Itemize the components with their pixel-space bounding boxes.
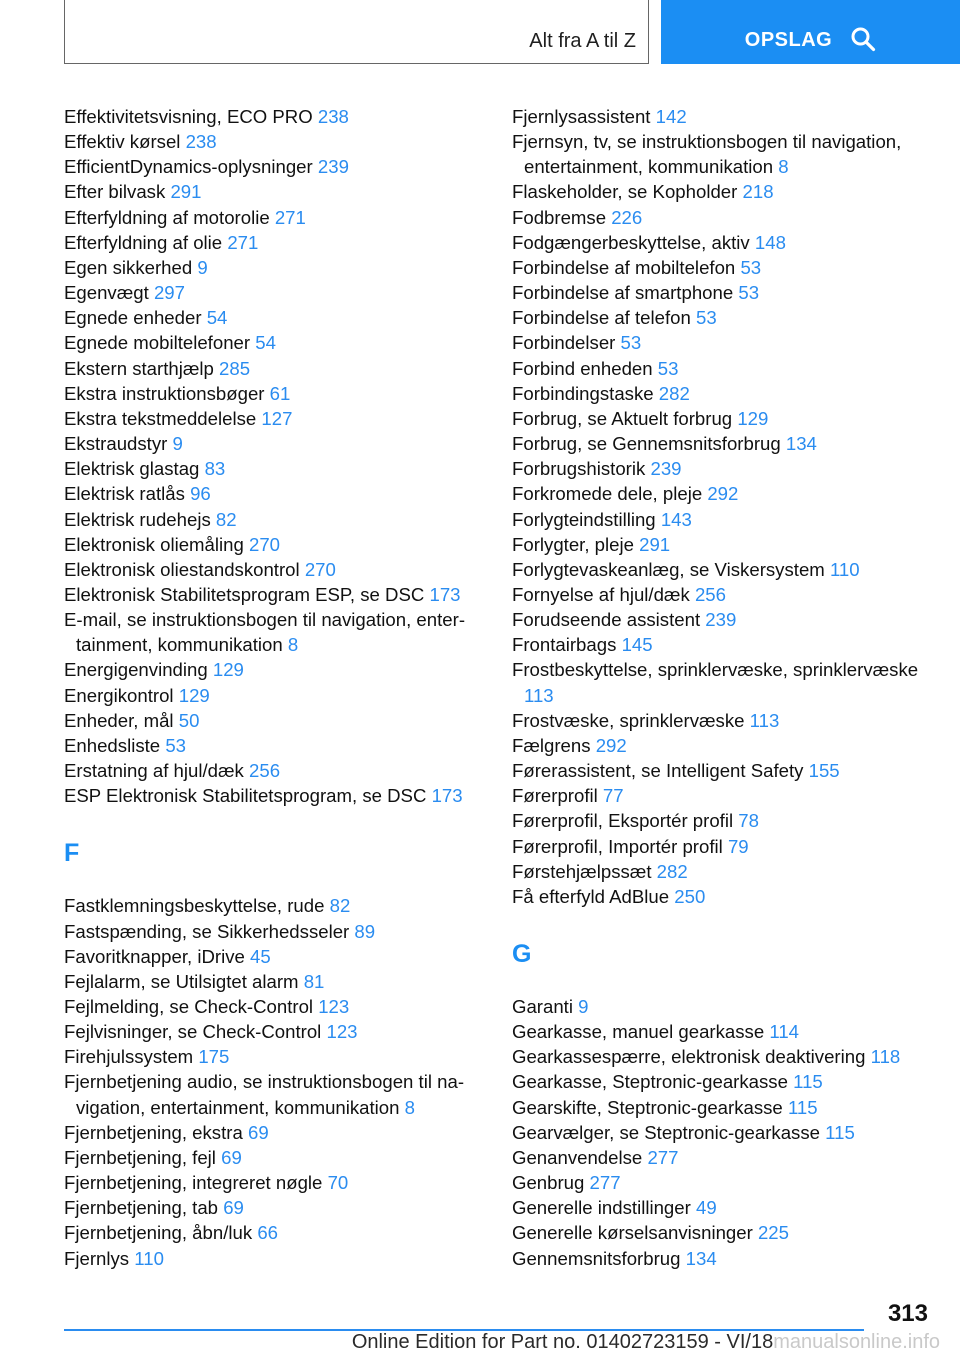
index-entry [512, 1145, 922, 1170]
watermark-text: manualsonline.info [773, 1331, 940, 1353]
index-entry [512, 532, 922, 557]
index-entry [512, 104, 922, 129]
index-entry [64, 1044, 478, 1069]
index-entry-text: Effektiv kørsel [64, 131, 181, 153]
index-entry [64, 104, 478, 129]
index-entry-text: E-mail, se instruktionsbogen til navigation, entertainment, kommunikation [64, 609, 466, 656]
index-entry-text: Energigenvinding [64, 659, 208, 681]
index-page-link[interactable]: 53 [165, 734, 186, 756]
index-entry-text: Forbind enheden [512, 357, 653, 379]
index-page-link[interactable]: 110 [829, 558, 860, 580]
index-entry [64, 557, 478, 582]
index-entry [512, 406, 922, 431]
index-entry-text: Generelle kørselsanvisninger [512, 1222, 753, 1244]
index-entry-text: Fjernbetjening, åbn/luk [64, 1222, 253, 1244]
index-page-link[interactable]: 53 [657, 357, 679, 379]
index-entry-text: Forbrug, se Gennemsnitsforbrug [512, 433, 781, 455]
index-entry [512, 884, 922, 909]
index-entry [64, 356, 478, 381]
index-entry [512, 632, 922, 657]
index-entry [512, 356, 922, 381]
index-page-link[interactable]: 69 [221, 1146, 242, 1168]
index-page-link[interactable]: 292 [595, 734, 627, 756]
index-page-link[interactable]: 89 [354, 920, 376, 942]
index-page-link[interactable]: 239 [317, 156, 349, 178]
index-entry [64, 406, 478, 431]
index-entry-text: Ekstra tekstmeddelelse [64, 407, 257, 429]
index-entry-text: Elektrisk glastag [64, 458, 200, 480]
index-page-link[interactable]: 218 [742, 181, 774, 203]
index-entry-text: Forkromede dele, pleje [512, 483, 703, 505]
index-page-link[interactable]: 8 [287, 634, 299, 656]
index-entry [512, 1246, 922, 1271]
index-entry-text: Forlygteindstilling [512, 508, 656, 530]
index-entry [64, 783, 478, 808]
index-entry-text: Frostbeskyttelse, sprinklervæske, sprinklervæske [512, 659, 919, 681]
index-page-link[interactable]: 118 [870, 1046, 901, 1068]
index-page-link[interactable]: 78 [738, 810, 759, 832]
index-entry [512, 582, 922, 607]
index-entry [64, 607, 478, 657]
index-entry [512, 381, 922, 406]
index-entry [512, 280, 922, 305]
index-page-link[interactable]: 271 [274, 206, 306, 228]
index-entry-text: Forbindelse af telefon [512, 307, 691, 329]
index-page-link[interactable]: 53 [696, 307, 717, 329]
index-entry [512, 230, 922, 255]
index-page-link[interactable]: 282 [656, 860, 688, 882]
section-letter-g: G [512, 940, 532, 968]
search-icon [850, 26, 876, 52]
index-entry [64, 1195, 478, 1220]
index-entry-text: Forbrugshistorik [512, 458, 646, 480]
index-list-right-bottom [512, 994, 922, 1271]
index-entry [64, 1019, 478, 1044]
index-page-link[interactable]: 70 [327, 1172, 349, 1194]
index-entry-text: Flaskeholder, se Kopholder [512, 181, 738, 203]
page-number: 313 [887, 1300, 928, 1327]
index-entry-text: Fjernlys [64, 1247, 130, 1269]
index-entry-text: Forlygter, pleje [512, 533, 634, 555]
index-entry [512, 1120, 922, 1145]
index-entry [512, 330, 922, 355]
index-entry-text: Elektronisk oliestandskontrol [64, 558, 300, 580]
index-page-link[interactable]: 66 [257, 1222, 278, 1244]
index-page-link[interactable]: 148 [754, 231, 786, 253]
index-list-left-bottom [64, 893, 478, 1270]
index-entry-text: Genbrug [512, 1172, 585, 1194]
index-entry [512, 994, 922, 1019]
index-entry-text: Fastklemningsbeskyttelse, rude [64, 895, 325, 917]
index-entry-text: Førerprofil, Importér profil [512, 835, 723, 857]
index-page-link[interactable]: 115 [787, 1096, 818, 1118]
index-page-link[interactable]: 155 [808, 760, 840, 782]
lookup-button-label: OPSLAG [744, 29, 833, 51]
index-page-link[interactable]: 297 [153, 282, 185, 304]
edition-text: Online Edition for Part no. 01402723159 - VI/18 [351, 1331, 774, 1353]
index-entry [64, 1220, 478, 1245]
index-page-link[interactable]: 50 [178, 709, 200, 731]
index-entry-text: Efterfyldning af motorolie [64, 206, 270, 228]
index-entry-text: Firehjulssystem [64, 1046, 194, 1068]
index-entry [64, 1170, 478, 1195]
index-column-left [64, 104, 478, 1271]
index-page-link[interactable]: 134 [685, 1247, 717, 1269]
index-entry [512, 481, 922, 506]
index-entry [64, 733, 478, 758]
index-page-link[interactable]: 129 [212, 659, 244, 681]
index-entry [512, 758, 922, 783]
index-entry [512, 1195, 922, 1220]
index-entry-text: Førerprofil, Eksportér profil [512, 810, 734, 832]
index-entry [64, 1246, 478, 1271]
index-entry [64, 758, 478, 783]
index-entry-text: Efter bilvask [64, 181, 166, 203]
index-page-link[interactable]: 77 [602, 785, 624, 807]
index-page-link[interactable]: 270 [304, 558, 336, 580]
index-page-link[interactable]: 123 [326, 1021, 358, 1043]
index-page-link[interactable]: 115 [793, 1071, 823, 1093]
index-entry [512, 733, 922, 758]
index-entry [512, 456, 922, 481]
index-entry-text: Fodgængerbeskyttelse, aktiv [512, 231, 750, 253]
index-page-link[interactable]: 49 [695, 1197, 717, 1219]
index-entry-text: Garanti [512, 996, 573, 1017]
index-page-link[interactable]: 69 [247, 1121, 269, 1143]
index-entry-text: Fornyelse af hjul/dæk [512, 583, 690, 605]
index-entry-text: EfficientDynamics-oplysninger [64, 156, 313, 178]
index-entry-text: Enheder, mål [64, 709, 174, 731]
index-entry-text: Fjernsyn, tv, se instruktionsbogen til navigation, entertainment, kommunikation [512, 131, 902, 178]
index-page-link[interactable]: 250 [674, 885, 706, 907]
index-entry [64, 944, 478, 969]
index-entry-text: ESP Elektronisk Stabilitetsprogram, se DSC [64, 785, 427, 807]
index-column-right [512, 104, 922, 1271]
index-entry [64, 969, 478, 994]
index-entry [64, 532, 478, 557]
index-page-link[interactable]: 291 [639, 533, 671, 555]
index-page-link[interactable]: 225 [757, 1222, 789, 1244]
index-entry-text: Energikontrol [64, 684, 174, 706]
index-page-link[interactable]: 277 [647, 1146, 679, 1168]
index-entry [64, 230, 478, 255]
index-entry [64, 481, 478, 506]
index-entry-text: Forudseende assistent [512, 609, 701, 631]
index-page-link[interactable]: 69 [223, 1197, 244, 1219]
index-entry-text: Efterfyldning af olie [64, 231, 223, 253]
index-entry-text: Egen sikkerhed [64, 256, 193, 278]
index-page-link[interactable]: 256 [694, 583, 726, 605]
index-page-link[interactable]: 82 [329, 895, 351, 917]
index-entry-text: Gearskifte, Steptronic-gearkasse [512, 1096, 783, 1118]
index-entry [512, 431, 922, 456]
index-page-link[interactable]: 143 [660, 508, 692, 530]
index-entry-text: Fejlalarm, se Utilsigtet alarm [64, 970, 299, 992]
index-entry [512, 607, 922, 632]
index-entry-text: Elektronisk Stabilitetsprogram ESP, se DSC [64, 583, 425, 605]
index-entry-text: Gearkasse, manuel gearkasse [512, 1021, 765, 1043]
index-entry [64, 657, 478, 682]
index-entry [64, 255, 478, 280]
index-page-link[interactable]: 54 [255, 332, 276, 354]
index-entry-text: Frostvæske, sprinklervæske [512, 709, 745, 731]
index-entry-text: Gennemsnitsforbrug [512, 1247, 681, 1269]
index-entry [512, 557, 922, 582]
index-entry [64, 683, 478, 708]
chapter-header [64, 0, 649, 64]
index-entry-text: Egenvægt [64, 282, 149, 304]
index-page-link[interactable]: 53 [620, 332, 642, 354]
index-entry [512, 859, 922, 884]
index-page-link[interactable]: 8 [778, 156, 789, 178]
index-entry [512, 808, 922, 833]
index-entry [64, 280, 478, 305]
index-page-link[interactable]: 53 [738, 282, 760, 304]
index-entry-text: Forbrug, se Aktuelt forbrug [512, 407, 733, 429]
index-entry [64, 381, 478, 406]
index-entry-text: Frontairbags [512, 634, 617, 656]
index-entry [64, 129, 478, 154]
index-page-link[interactable]: 9 [172, 433, 183, 455]
index-page-link[interactable]: 142 [655, 106, 687, 127]
index-entry [64, 179, 478, 204]
index-page-link[interactable]: 173 [431, 785, 463, 807]
index-page-link[interactable]: 123 [318, 996, 350, 1017]
index-entry [64, 456, 478, 481]
index-entry-text: Enhedsliste [64, 734, 161, 756]
index-entry [64, 1069, 478, 1119]
index-entry [512, 507, 922, 532]
index-page-link[interactable]: 82 [215, 508, 237, 530]
index-page-link[interactable]: 282 [658, 382, 690, 404]
index-page-link[interactable]: 256 [249, 760, 281, 782]
index-entry [512, 783, 922, 808]
index-page-link[interactable]: 226 [611, 206, 643, 228]
index-entry-text: Ekstra instruktionsbøger [64, 382, 265, 404]
index-entry-text: Effektivitetsvisning, ECO PRO [64, 106, 313, 127]
index-entry [512, 1220, 922, 1245]
index-entry [512, 255, 922, 280]
index-list-left-top [64, 104, 478, 808]
lookup-button[interactable] [661, 0, 960, 64]
index-entry-text: Erstatning af hjul/dæk [64, 760, 244, 782]
index-entry [64, 1120, 478, 1145]
index-page-link[interactable]: 292 [707, 483, 739, 505]
index-entry-text: Egnede mobiltelefoner [64, 332, 251, 354]
index-page-link[interactable]: 285 [219, 357, 251, 379]
index-page-link[interactable]: 61 [269, 382, 291, 404]
index-entry [64, 305, 478, 330]
index-entry [512, 305, 922, 330]
index-entry-text: Førerassistent, se Intelligent Safety [512, 760, 804, 782]
index-entry-text: Gearvælger, se Steptronic-gearkasse [512, 1121, 820, 1143]
index-entry-text: Fjernbetjening, integreret nøgle [64, 1172, 323, 1194]
index-entry-text: Få efterfyld AdBlue [512, 885, 670, 907]
index-entry [64, 893, 478, 918]
index-page-link[interactable]: 81 [303, 970, 325, 992]
index-page-link[interactable]: 9 [197, 256, 208, 278]
index-entry [64, 1145, 478, 1170]
index-page-link[interactable]: 110 [134, 1247, 164, 1269]
index-entry [512, 1095, 922, 1120]
index-entry [512, 657, 922, 707]
index-page-link[interactable]: 83 [204, 458, 226, 480]
index-entry-text: Førerprofil [512, 785, 598, 807]
index-page-link[interactable]: 127 [261, 407, 293, 429]
index-entry [512, 1069, 922, 1094]
index-entry-text: Forbindelse af smartphone [512, 282, 734, 304]
index-entry-text: Gearkasse, Steptronic-gearkasse [512, 1071, 788, 1093]
index-entry-text: Forbindelser [512, 332, 616, 354]
index-entry-text: Fjernbetjening, ekstra [64, 1121, 243, 1143]
index-entry [64, 154, 478, 179]
index-entry [512, 205, 922, 230]
index-page-link[interactable]: 173 [429, 583, 461, 605]
index-page-link[interactable]: 239 [705, 609, 737, 631]
index-entry [512, 129, 922, 179]
index-entry-text: Elektrisk rudehejs [64, 508, 211, 530]
index-page-link[interactable]: 96 [190, 483, 211, 505]
index-entry-text: Forbindingstaske [512, 382, 654, 404]
index-entry-text: Førstehjælpssæt [512, 860, 652, 882]
index-entry [64, 205, 478, 230]
index-entry [64, 330, 478, 355]
index-entry [512, 834, 922, 859]
index-entry [64, 431, 478, 456]
index-entry [512, 708, 922, 733]
index-entry [64, 708, 478, 733]
index-page-link[interactable]: 270 [249, 533, 281, 555]
index-entry [64, 507, 478, 532]
index-entry-text: Ekstern starthjælp [64, 357, 214, 379]
index-entry-text: Favoritknapper, iDrive [64, 945, 245, 967]
index-page-link[interactable]: 175 [198, 1046, 230, 1068]
index-entry [64, 582, 478, 607]
index-page-link[interactable]: 129 [178, 684, 210, 706]
index-page-link[interactable]: 79 [727, 835, 749, 857]
index-page-link[interactable]: 238 [185, 131, 217, 153]
index-entry [64, 919, 478, 944]
index-page-link[interactable]: 45 [250, 945, 271, 967]
index-entry [512, 1044, 922, 1069]
index-entry-text: Fjernbetjening, tab [64, 1197, 219, 1219]
section-letter-f: F [64, 839, 80, 868]
index-entry [512, 1019, 922, 1044]
index-list-right-top [512, 104, 922, 909]
index-page-link[interactable]: 145 [621, 634, 653, 656]
index-entry-text: Fjernlysassistent [512, 106, 651, 127]
index-entry-text: Egnede enheder [64, 307, 202, 329]
index-page-link[interactable]: 53 [740, 256, 762, 278]
index-entry-text: Forlygtevaskeanlæg, se Viskersystem [512, 558, 825, 580]
footer-edition [0, 1331, 940, 1354]
index-entry [512, 179, 922, 204]
index-page-link[interactable]: 113 [749, 709, 780, 731]
index-page-link[interactable]: 54 [206, 307, 228, 329]
index-entry-text: Fejlvisninger, se Check-Control [64, 1021, 322, 1043]
index-entry-text: Gearkassespærre, elektronisk deaktivering [512, 1046, 866, 1068]
index-page-link[interactable]: 115 [825, 1121, 855, 1143]
index-entry-text: Fjernbetjening audio, se instruktionsbogen til navigation, entertainment, kommunikation [64, 1071, 465, 1118]
chapter-title: Alt fra A til Z [529, 30, 636, 52]
index-entry-text: Genanvendelse [512, 1146, 643, 1168]
index-entry-text: Fjernbetjening, fejl [64, 1146, 216, 1168]
index-entry-text: Elektronisk oliemåling [64, 533, 244, 555]
index-page-link[interactable]: 9 [578, 996, 589, 1017]
index-page-link[interactable]: 271 [227, 231, 259, 253]
index-entry [64, 994, 478, 1019]
index-page-link[interactable]: 238 [317, 106, 349, 127]
index-page-link[interactable]: 239 [650, 458, 682, 480]
index-entry [512, 1170, 922, 1195]
index-entry-text: Forbindelse af mobiltelefon [512, 256, 736, 278]
index-page-link[interactable]: 129 [737, 407, 769, 429]
index-entry-text: Ekstraudstyr [64, 433, 168, 455]
index-page-link[interactable]: 134 [785, 433, 817, 455]
index-page-link[interactable]: 291 [170, 181, 202, 203]
index-page-link[interactable]: 114 [769, 1021, 800, 1043]
index-entry-text: Elektrisk ratlås [64, 483, 185, 505]
index-entry-text: Fælgrens [512, 734, 591, 756]
index-page-link[interactable]: 8 [404, 1096, 416, 1118]
index-entry-text: Fejlmelding, se Check-Control [64, 996, 314, 1017]
index-entry-text: Generelle indstillinger [512, 1197, 691, 1219]
index-entry-text: Fastspænding, se Sikkerhedsseler [64, 920, 350, 942]
index-entry-text: Fodbremse [512, 206, 607, 228]
index-page-link[interactable]: 277 [589, 1172, 621, 1194]
index-page-link[interactable]: 113 [524, 684, 554, 706]
